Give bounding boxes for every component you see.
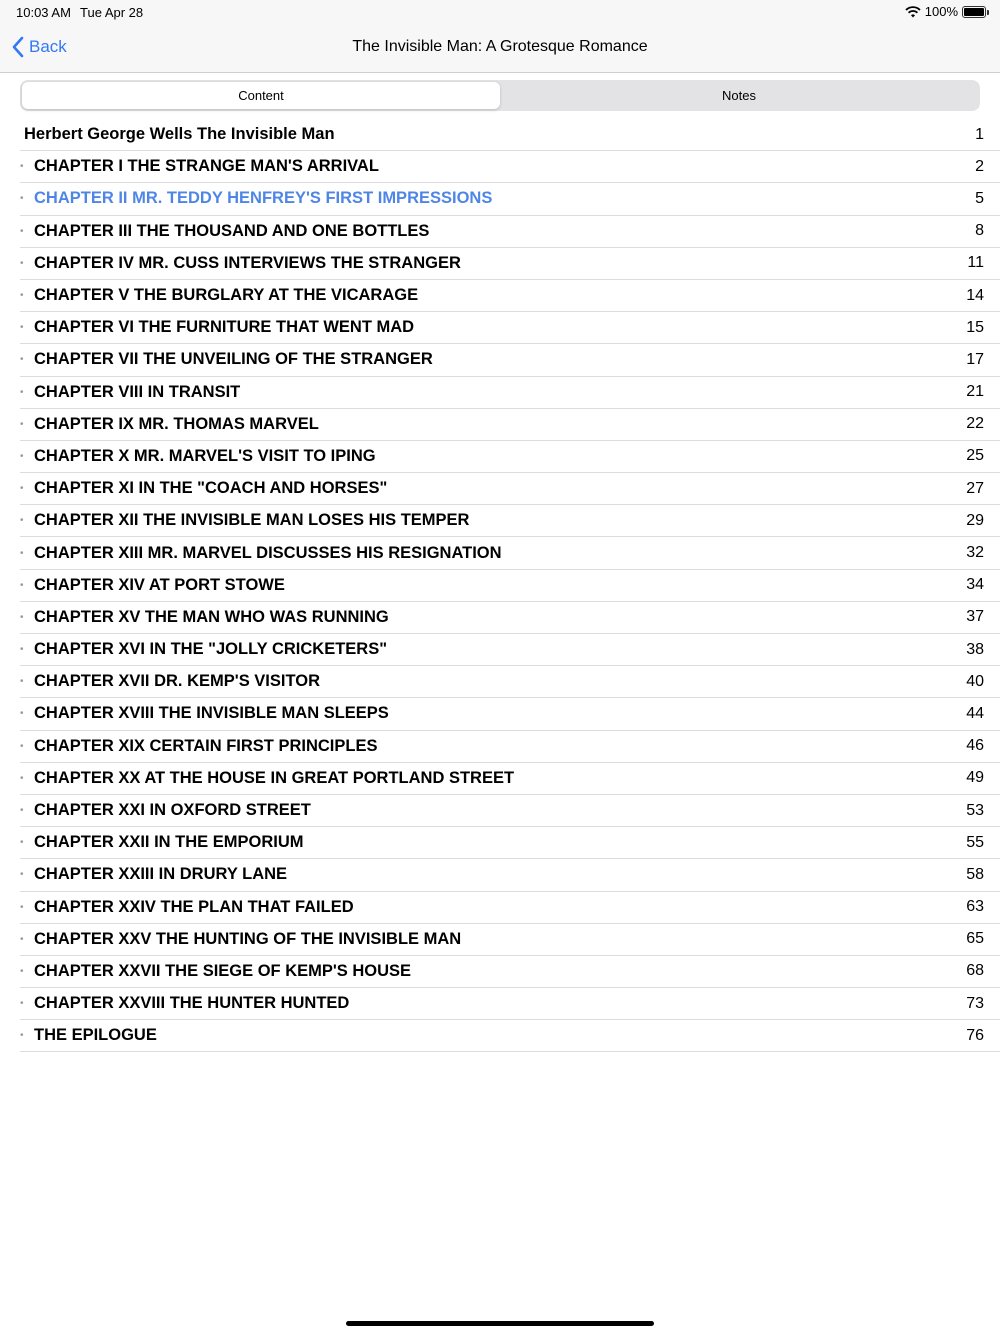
toc-item-page: 40 — [966, 672, 984, 690]
toc-item[interactable] — [20, 570, 1000, 602]
bullet-icon: • — [20, 515, 24, 527]
toc-item-title: CHAPTER VIII IN TRANSIT — [34, 382, 241, 401]
bullet-icon: • — [20, 805, 24, 817]
toc-item-page: 44 — [966, 704, 984, 722]
toc-item-page: 73 — [966, 994, 984, 1012]
toc-item[interactable] — [20, 634, 1000, 666]
bullet-icon: • — [20, 740, 24, 752]
bullet-icon: • — [20, 193, 24, 205]
toc-item-title: THE EPILOGUE — [34, 1026, 157, 1045]
toc-item-page: 25 — [966, 447, 984, 465]
toc-item-page: 37 — [966, 608, 984, 626]
toc-item-title: CHAPTER IV MR. CUSS INTERVIEWS THE STRANGER — [34, 253, 461, 272]
top-bar — [0, 0, 1000, 73]
toc-item-page: 15 — [966, 318, 984, 336]
toc-item-title: CHAPTER V THE BURGLARY AT THE VICARAGE — [34, 286, 419, 305]
tab-content[interactable]: Content — [22, 82, 500, 109]
toc-item-title: CHAPTER VII THE UNVEILING OF THE STRANGER — [34, 350, 433, 369]
toc-item-title: CHAPTER XII THE INVISIBLE MAN LOSES HIS TEMPER — [34, 511, 470, 530]
toc-item[interactable] — [20, 988, 1000, 1020]
bullet-icon: • — [20, 322, 24, 334]
bullet-icon: • — [20, 161, 24, 173]
bullet-icon: • — [20, 225, 24, 237]
toc-item[interactable] — [20, 763, 1000, 795]
bullet-icon: • — [20, 611, 24, 623]
home-indicator — [346, 1321, 654, 1326]
toc-item-page: 53 — [966, 801, 984, 819]
bullet-icon: • — [20, 708, 24, 720]
toc-item[interactable] — [20, 537, 1000, 569]
toc-item[interactable] — [20, 151, 1000, 183]
battery-icon — [962, 6, 986, 18]
toc-item-page: 11 — [967, 254, 984, 272]
toc-item-page: 55 — [966, 833, 984, 851]
toc-item-title: CHAPTER XIII MR. MARVEL DISCUSSES HIS RESIGNATION — [34, 543, 502, 562]
bullet-icon: • — [20, 869, 24, 881]
navigation-bar — [0, 24, 1000, 73]
toc-item[interactable] — [20, 377, 1000, 409]
toc-item-title: CHAPTER XX AT THE HOUSE IN GREAT PORTLAND STREET — [34, 768, 515, 787]
toc-item-page: 46 — [966, 737, 984, 755]
toc-item[interactable] — [20, 409, 1000, 441]
toc-item[interactable] — [20, 505, 1000, 537]
toc-item-page: 63 — [966, 898, 984, 916]
toc-header-row[interactable] — [20, 119, 1000, 151]
toc-item-page: 68 — [966, 962, 984, 980]
toc-item[interactable] — [20, 312, 1000, 344]
status-indicators — [905, 4, 986, 19]
bullet-icon: • — [20, 257, 24, 269]
bullet-icon: • — [20, 901, 24, 913]
status-time: 10:03 AM — [16, 5, 71, 20]
toc-item-title: CHAPTER XVIII THE INVISIBLE MAN SLEEPS — [34, 704, 389, 723]
bullet-icon: • — [20, 1030, 24, 1042]
toc-item[interactable] — [20, 248, 1000, 280]
back-button-label: Back — [29, 37, 67, 56]
toc-item-page: 2 — [975, 157, 984, 175]
toc-item-title: CHAPTER XXII IN THE EMPORIUM — [34, 833, 304, 852]
toc-header-page: 1 — [975, 125, 984, 143]
toc-item[interactable] — [20, 956, 1000, 988]
toc-item[interactable] — [20, 441, 1000, 473]
toc-item-page: 21 — [966, 383, 984, 401]
toc-item-page: 49 — [966, 769, 984, 787]
toc-item-title: CHAPTER XIV AT PORT STOWE — [34, 575, 285, 594]
bullet-icon: • — [20, 450, 24, 462]
table-of-contents — [20, 119, 1000, 1052]
toc-item[interactable] — [20, 795, 1000, 827]
status-bar — [0, 0, 1000, 24]
tab-notes[interactable]: Notes — [722, 88, 756, 103]
toc-item-title: CHAPTER XXI IN OXFORD STREET — [34, 801, 311, 820]
bullet-icon: • — [20, 386, 24, 398]
toc-item[interactable] — [20, 1020, 1000, 1052]
toc-item-title: CHAPTER II MR. TEDDY HENFREY'S FIRST IMPRESSIONS — [34, 189, 493, 208]
toc-item[interactable] — [20, 473, 1000, 505]
toc-item[interactable] — [20, 731, 1000, 763]
bullet-icon: • — [20, 998, 24, 1010]
toc-item[interactable] — [20, 924, 1000, 956]
toc-item-title: CHAPTER III THE THOUSAND AND ONE BOTTLES — [34, 221, 430, 240]
status-date: Tue Apr 28 — [80, 5, 144, 20]
segmented-control — [20, 80, 980, 111]
toc-item[interactable] — [20, 892, 1000, 924]
toc-item-page: 27 — [966, 479, 984, 497]
toc-item-title: CHAPTER XXVII THE SIEGE OF KEMP'S HOUSE — [34, 961, 412, 980]
toc-item-title: CHAPTER X MR. MARVEL'S VISIT TO IPING — [34, 446, 376, 465]
toc-item-title: CHAPTER XI IN THE "COACH AND HORSES" — [34, 479, 388, 498]
battery-percentage: 100% — [924, 4, 958, 19]
toc-item-page: 38 — [966, 640, 984, 658]
toc-item[interactable] — [20, 280, 1000, 312]
toc-item-page: 8 — [975, 222, 984, 240]
bullet-icon: • — [20, 354, 24, 366]
bullet-icon: • — [20, 579, 24, 591]
toc-item-title: CHAPTER XXIV THE PLAN THAT FAILED — [34, 897, 354, 916]
bullet-icon: • — [20, 676, 24, 688]
page-title: The Invisible Man: A Grotesque Romance — [352, 38, 648, 55]
toc-item-title: CHAPTER IX MR. THOMAS MARVEL — [34, 414, 319, 433]
bullet-icon: • — [20, 933, 24, 945]
toc-item-page: 22 — [966, 415, 984, 433]
toc-item-title: CHAPTER XXIII IN DRURY LANE — [34, 865, 288, 884]
toc-item[interactable] — [20, 666, 1000, 698]
toc-item-page: 5 — [975, 189, 984, 207]
toc-item-page: 17 — [966, 350, 984, 368]
toc-item-title: CHAPTER XIX CERTAIN FIRST PRINCIPLES — [34, 736, 378, 755]
bullet-icon: • — [20, 483, 24, 495]
bullet-icon: • — [20, 547, 24, 559]
toc-item[interactable] — [20, 698, 1000, 730]
toc-header-title: Herbert George Wells The Invisible Man — [24, 125, 335, 144]
toc-item-title: CHAPTER XXVIII THE HUNTER HUNTED — [34, 994, 350, 1013]
bullet-icon: • — [20, 965, 24, 977]
toc-item-title: CHAPTER I THE STRANGE MAN'S ARRIVAL — [34, 157, 379, 176]
toc-item[interactable] — [20, 859, 1000, 891]
toc-item[interactable] — [20, 344, 1000, 376]
toc-item-title: CHAPTER XVII DR. KEMP'S VISITOR — [34, 672, 320, 691]
toc-item-title: CHAPTER XV THE MAN WHO WAS RUNNING — [34, 607, 389, 626]
toc-item-page: 14 — [966, 286, 984, 304]
toc-item-page: 34 — [966, 576, 984, 594]
toc-item-title: CHAPTER XXV THE HUNTING OF THE INVISIBLE MAN — [34, 929, 462, 948]
toc-item-page: 29 — [966, 511, 984, 529]
bullet-icon: • — [20, 644, 24, 656]
toc-item-title: CHAPTER VI THE FURNITURE THAT WENT MAD — [34, 318, 415, 337]
wifi-icon — [905, 5, 921, 19]
bullet-icon: • — [20, 837, 24, 849]
toc-item[interactable] — [20, 602, 1000, 634]
toc-item-page: 65 — [966, 930, 984, 948]
bullet-icon: • — [20, 290, 24, 302]
toc-item-page: 32 — [966, 544, 984, 562]
toc-item[interactable] — [20, 216, 1000, 248]
toc-item-title: CHAPTER XVI IN THE "JOLLY CRICKETERS" — [34, 640, 388, 659]
toc-item[interactable] — [20, 183, 1000, 215]
toc-item-page: 76 — [966, 1026, 984, 1044]
bullet-icon: • — [20, 772, 24, 784]
bullet-icon: • — [20, 418, 24, 430]
toc-item[interactable] — [20, 827, 1000, 859]
toc-item-page: 58 — [966, 865, 984, 883]
